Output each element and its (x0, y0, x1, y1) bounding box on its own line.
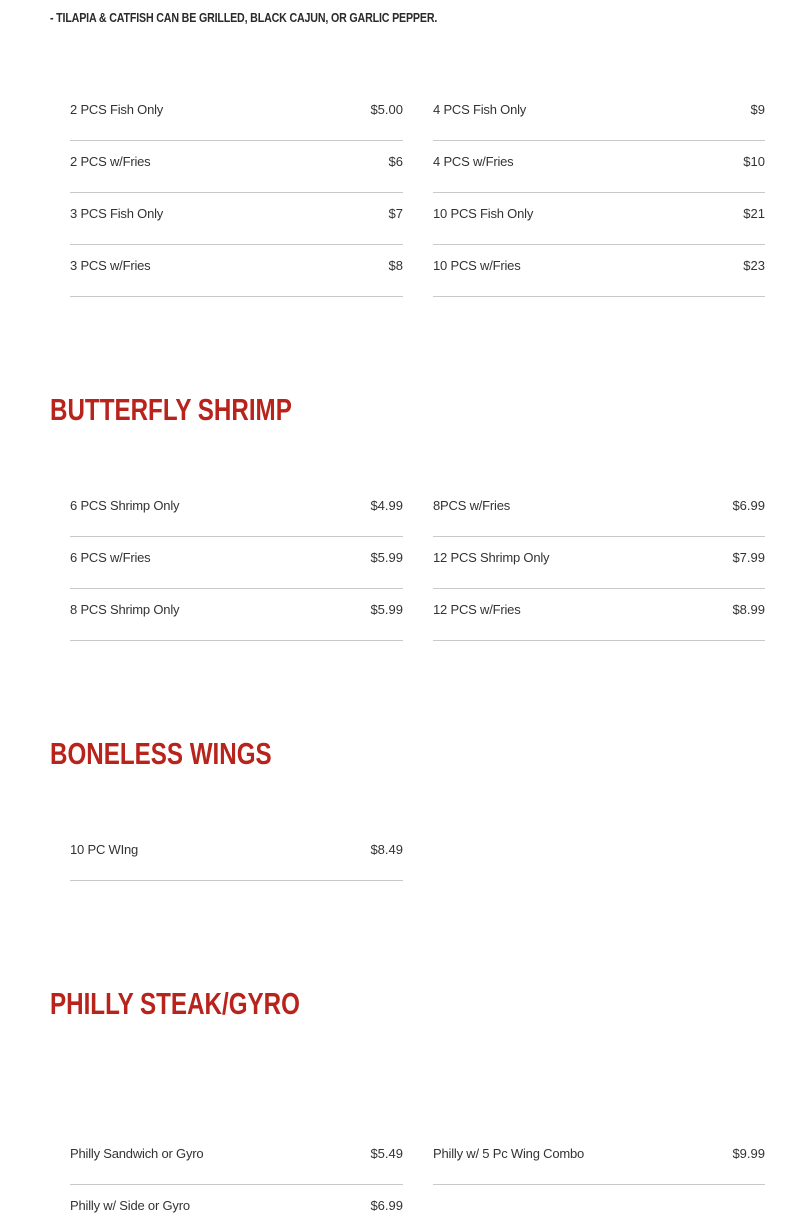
menu-item[interactable] (70, 1185, 403, 1215)
menu-item[interactable] (70, 537, 403, 589)
menu-item-name: 4 PCS w/Fries (433, 154, 514, 169)
menu-item[interactable] (70, 89, 403, 141)
preparation-note: - TILAPIA & CATFISH CAN BE GRILLED, BLACK CAJUN, OR GARLIC PEPPER. (50, 10, 438, 25)
menu-item[interactable] (70, 589, 403, 641)
menu-item-price: $5.49 (370, 1146, 403, 1161)
menu-item-name: 10 PCS Fish Only (433, 206, 534, 221)
menu-item-name: 3 PCS Fish Only (70, 206, 164, 221)
menu-item-price: $7 (388, 206, 403, 221)
menu-item-price: $5.99 (370, 602, 403, 617)
menu-item-price: $4.99 (370, 498, 403, 513)
menu-item[interactable] (433, 1133, 765, 1185)
menu-item-price: $8.99 (732, 602, 765, 617)
menu-item[interactable] (70, 141, 403, 193)
section-title-philly-steak-gyro: PHILLY STEAK/GYRO (50, 986, 300, 1021)
menu-item-name: 8PCS w/Fries (433, 498, 511, 513)
menu-item-price: $6 (388, 154, 403, 169)
menu-item-name: 2 PCS Fish Only (70, 102, 164, 117)
menu-item-name: 3 PCS w/Fries (70, 258, 151, 273)
menu-item[interactable] (70, 829, 403, 881)
menu-item-price: $8.49 (370, 842, 403, 857)
menu-item-name: 2 PCS w/Fries (70, 154, 151, 169)
menu-item[interactable] (70, 193, 403, 245)
menu-item-name: 4 PCS Fish Only (433, 102, 527, 117)
menu-item[interactable] (433, 589, 765, 641)
menu-item[interactable] (70, 1133, 403, 1185)
menu-item-name: Philly Sandwich or Gyro (70, 1146, 204, 1161)
menu-item-name: 8 PCS Shrimp Only (70, 602, 180, 617)
menu-item-price: $7.99 (732, 550, 765, 565)
menu-item[interactable] (433, 537, 765, 589)
menu-item-name: 10 PCS w/Fries (433, 258, 521, 273)
menu-item-price: $9 (750, 102, 765, 117)
menu-item-name: Philly w/ 5 Pc Wing Combo (433, 1146, 585, 1161)
menu-item-name: 10 PC WIng (70, 842, 139, 857)
menu-item-price: $5.99 (370, 550, 403, 565)
menu-item[interactable] (433, 193, 765, 245)
menu-item-name: 6 PCS Shrimp Only (70, 498, 180, 513)
menu-item-price: $5.00 (370, 102, 403, 117)
menu-item-price: $6.99 (732, 498, 765, 513)
menu-item-price: $21 (743, 206, 765, 221)
section-title-boneless-wings: BONELESS WINGS (50, 736, 272, 771)
menu-item-price: $6.99 (370, 1198, 403, 1213)
menu-item[interactable] (70, 245, 403, 297)
menu-item[interactable] (433, 245, 765, 297)
menu-item-price: $23 (743, 258, 765, 273)
menu-item-name: 12 PCS Shrimp Only (433, 550, 550, 565)
menu-item-name: Philly w/ Side or Gyro (70, 1198, 190, 1213)
menu-item[interactable] (433, 485, 765, 537)
menu-item-name: 12 PCS w/Fries (433, 602, 521, 617)
menu-item[interactable] (433, 89, 765, 141)
menu-item-price: $8 (388, 258, 403, 273)
menu-item-price: $9.99 (732, 1146, 765, 1161)
menu-item-name: 6 PCS w/Fries (70, 550, 151, 565)
menu-item[interactable] (70, 485, 403, 537)
section-title-butterfly-shrimp: BUTTERFLY SHRIMP (50, 392, 292, 427)
menu-item[interactable] (433, 141, 765, 193)
menu-item-price: $10 (743, 154, 765, 169)
